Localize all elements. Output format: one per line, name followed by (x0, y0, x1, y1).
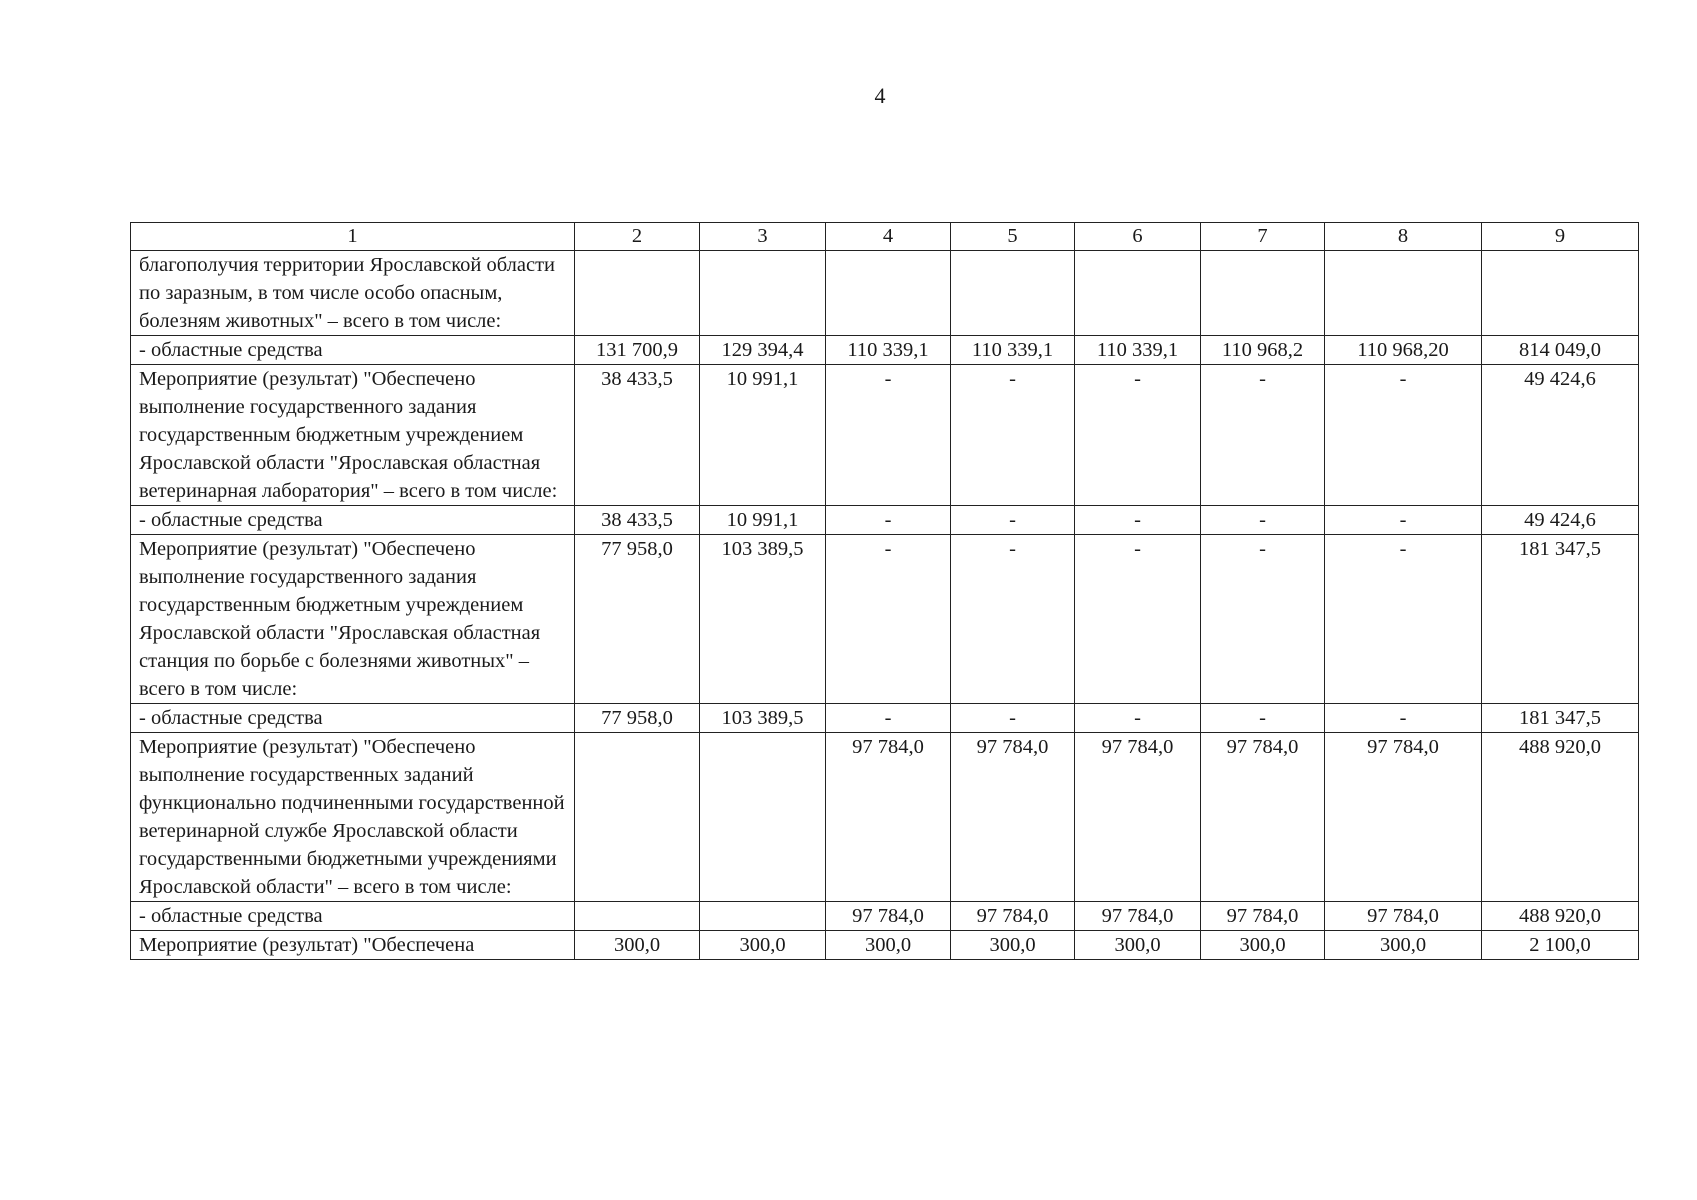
value-cell: 103 389,5 (700, 704, 826, 733)
column-header: 2 (575, 223, 700, 251)
value-cell: - (826, 535, 951, 704)
value-cell: - (1201, 506, 1325, 535)
value-cell: 181 347,5 (1482, 535, 1639, 704)
value-cell: 300,0 (826, 931, 951, 960)
value-cell: 77 958,0 (575, 535, 700, 704)
column-header: 1 (131, 223, 575, 251)
value-cell: 97 784,0 (1201, 733, 1325, 902)
row-label: - областные средства (131, 902, 575, 931)
column-header: 9 (1482, 223, 1639, 251)
value-cell: - (951, 506, 1075, 535)
table-row (131, 704, 1639, 733)
value-cell: - (1075, 365, 1201, 506)
value-cell: 97 784,0 (1325, 733, 1482, 902)
value-cell: 300,0 (1075, 931, 1201, 960)
row-label: Мероприятие (результат) "Обеспечена (131, 931, 575, 960)
value-cell: - (1325, 535, 1482, 704)
value-cell (951, 251, 1075, 336)
value-cell: 49 424,6 (1482, 365, 1639, 506)
value-cell: 131 700,9 (575, 336, 700, 365)
row-label: Мероприятие (результат) "Обеспечено выполнение государственных заданий функционально подчиненными государственной ветеринарной службе Ярославской области государственными бюджетными учреждениями Ярославской области" – всего в том числе: (131, 733, 575, 902)
column-number-row (131, 223, 1639, 251)
value-cell: - (951, 704, 1075, 733)
value-cell: 129 394,4 (700, 336, 826, 365)
table-row (131, 365, 1639, 506)
value-cell: 38 433,5 (575, 365, 700, 506)
value-cell (700, 733, 826, 902)
value-cell: 103 389,5 (700, 535, 826, 704)
value-cell: 110 339,1 (826, 336, 951, 365)
table-body (131, 223, 1639, 960)
value-cell: - (951, 535, 1075, 704)
value-cell (575, 733, 700, 902)
row-label: благополучия территории Ярославской области по заразным, в том числе особо опасным, болезням животных" – всего в том числе: (131, 251, 575, 336)
value-cell: 488 920,0 (1482, 733, 1639, 902)
value-cell: 814 049,0 (1482, 336, 1639, 365)
row-label: - областные средства (131, 336, 575, 365)
value-cell (1201, 251, 1325, 336)
value-cell (1325, 251, 1482, 336)
value-cell: 10 991,1 (700, 365, 826, 506)
value-cell: - (1201, 535, 1325, 704)
row-label: - областные средства (131, 506, 575, 535)
table-row (131, 535, 1639, 704)
row-label: Мероприятие (результат) "Обеспечено выполнение государственного задания государственным бюджетным учреждением Ярославской области "Ярославская областная станция по борьбе с болезнями животных" – всего в том числе: (131, 535, 575, 704)
row-label: - областные средства (131, 704, 575, 733)
column-header: 5 (951, 223, 1075, 251)
value-cell: 10 991,1 (700, 506, 826, 535)
value-cell: 38 433,5 (575, 506, 700, 535)
column-header: 7 (1201, 223, 1325, 251)
value-cell: - (1325, 704, 1482, 733)
value-cell: - (1075, 704, 1201, 733)
value-cell: - (1201, 704, 1325, 733)
value-cell (1482, 251, 1639, 336)
value-cell: 110 339,1 (1075, 336, 1201, 365)
value-cell: - (1325, 506, 1482, 535)
value-cell: 97 784,0 (1075, 733, 1201, 902)
value-cell (700, 251, 826, 336)
value-cell: 97 784,0 (826, 902, 951, 931)
value-cell: - (826, 506, 951, 535)
value-cell: 97 784,0 (951, 733, 1075, 902)
value-cell: 97 784,0 (1075, 902, 1201, 931)
value-cell: 97 784,0 (951, 902, 1075, 931)
value-cell: - (1075, 535, 1201, 704)
value-cell: - (1201, 365, 1325, 506)
value-cell: 110 339,1 (951, 336, 1075, 365)
value-cell: - (951, 365, 1075, 506)
value-cell: 110 968,20 (1325, 336, 1482, 365)
value-cell: 77 958,0 (575, 704, 700, 733)
column-header: 3 (700, 223, 826, 251)
row-label: Мероприятие (результат) "Обеспечено выполнение государственного задания государственным бюджетным учреждением Ярославской области "Ярославская областная ветеринарная лаборатория" – всего в том числе: (131, 365, 575, 506)
table-row (131, 931, 1639, 960)
table-row (131, 733, 1639, 902)
value-cell: 97 784,0 (1201, 902, 1325, 931)
table-row (131, 336, 1639, 365)
value-cell: 110 968,2 (1201, 336, 1325, 365)
value-cell (700, 902, 826, 931)
value-cell: 300,0 (700, 931, 826, 960)
value-cell: 488 920,0 (1482, 902, 1639, 931)
value-cell: - (1075, 506, 1201, 535)
value-cell: - (1325, 365, 1482, 506)
value-cell: - (826, 704, 951, 733)
value-cell: 97 784,0 (1325, 902, 1482, 931)
value-cell: 2 100,0 (1482, 931, 1639, 960)
budget-table (130, 222, 1639, 960)
column-header: 8 (1325, 223, 1482, 251)
column-header: 4 (826, 223, 951, 251)
value-cell: 300,0 (575, 931, 700, 960)
page-number: 4 (874, 83, 886, 108)
column-header: 6 (1075, 223, 1201, 251)
value-cell: 300,0 (951, 931, 1075, 960)
value-cell: 49 424,6 (1482, 506, 1639, 535)
value-cell (1075, 251, 1201, 336)
value-cell: 300,0 (1325, 931, 1482, 960)
table-row (131, 251, 1639, 336)
value-cell: 300,0 (1201, 931, 1325, 960)
value-cell (575, 251, 700, 336)
value-cell (826, 251, 951, 336)
value-cell: 97 784,0 (826, 733, 951, 902)
value-cell: - (826, 365, 951, 506)
value-cell: 181 347,5 (1482, 704, 1639, 733)
table-row (131, 902, 1639, 931)
table-row (131, 506, 1639, 535)
value-cell (575, 902, 700, 931)
